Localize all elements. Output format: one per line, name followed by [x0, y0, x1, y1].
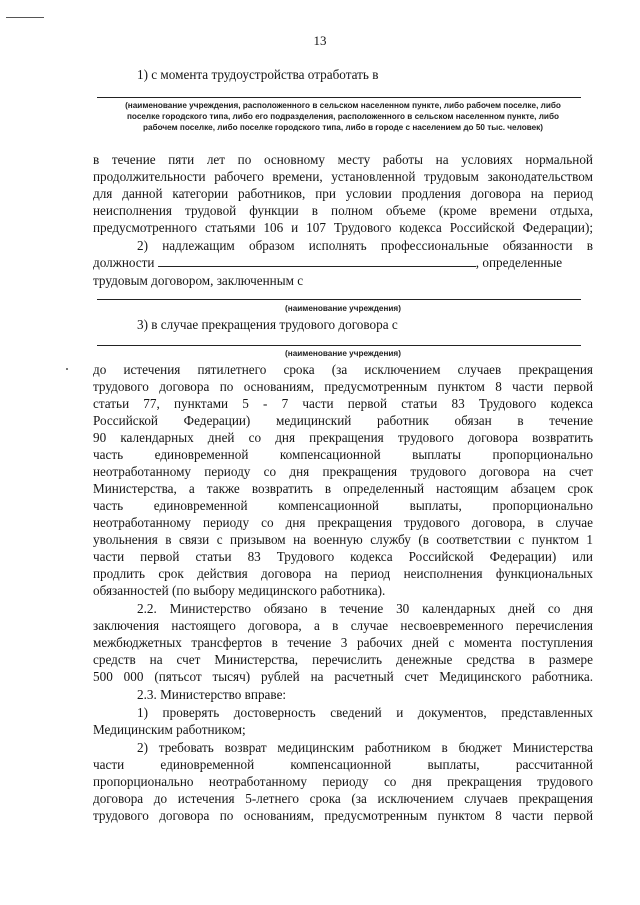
text-line: пропорционально неотработанному периоду со дня прекращения трудового — [93, 774, 593, 789]
clause-3-start: 3) в случае прекращения трудового договора с — [137, 317, 398, 332]
text-line: части единовременной компенсационной выплаты, рассчитанной — [93, 757, 593, 772]
text-line: часть единовременной компенсационной выплаты пропорционально — [93, 447, 593, 462]
text-line: для данной категории работников, при условии продления договора на период — [93, 186, 593, 201]
section-2-2-start: 2.2. Министерство обязано в течение 30 календарных дней со дня — [137, 601, 593, 616]
text-line: статьи 77, пунктами 5 - 7 части первой статьи 83 Трудового кодекса — [93, 396, 593, 411]
text-line: продлить срок действия договора на период неисполнения функциональных — [93, 566, 593, 581]
position-line — [93, 254, 593, 271]
clause-1-start: 1) с момента трудоустройства отработать в — [137, 67, 379, 82]
text-line: Российской Федерации) медицинский работник обязан в течение — [93, 413, 593, 428]
text-line: заключения настоящего договора, а в случае несвоевременного перечисления — [93, 618, 593, 633]
blank-line-institution-3 — [97, 345, 581, 346]
page-number: 13 — [313, 33, 327, 48]
text-line: Медицинским работником; — [93, 722, 246, 737]
scan-dot — [66, 368, 68, 370]
top-left-mark — [6, 17, 44, 18]
text-line: в течение пяти лет по основному месту работы на условиях нормальной — [93, 152, 593, 167]
text-line: неотработанному периоду со дня прекращения трудового договора на счет — [93, 464, 593, 479]
blank-line-institution-2 — [97, 299, 581, 300]
section-2-3-heading: 2.3. Министерство вправе: — [137, 687, 287, 702]
text-line: предусмотренного статьями 106 и 107 Трудового кодекса Российской Федерации); — [93, 220, 593, 235]
text-line: средств на счет Министерства, перечислить денежные средства в размере — [93, 652, 593, 667]
caption-institution-short: (наименование учреждения) — [285, 304, 401, 313]
caption-institution-3: рабочем поселке, либо поселке городского типа, либо в городе с населением до 50 тыс. человек) — [142, 123, 544, 132]
text-line: межбюджетных трансфертов в течение 3 рабочих дней с момента поступления — [93, 635, 593, 650]
text-line: трудового договора по основаниям, предусмотренным пунктом 8 части первой — [93, 808, 593, 823]
clause-2-start: 2) надлежащим образом исполнять профессиональные обязанности в — [137, 238, 593, 253]
text-line: Министерства, а также возвратить в определенный настоящим абзацем срок — [93, 481, 593, 496]
text-line: увольнения в связи с призывом на военную службу (в соответствии с пунктом 1 — [93, 532, 593, 547]
text-line: неотработанному периоду со дня прекращения трудового договора, в случае — [93, 515, 593, 530]
position-label: должности — [93, 255, 155, 270]
section-2-3-item-1: 1) проверять достоверность сведений и документов, представленных — [137, 705, 593, 720]
caption-institution-short-2: (наименование учреждения) — [285, 349, 401, 358]
caption-institution-2: поселке городского типа, либо его подразделения, расположенного в сельском населенном пункте, либо — [126, 112, 560, 121]
text-line: трудового договора по основаниям, предусмотренным пунктом 8 части первой — [93, 379, 593, 394]
caption-institution-1: (наименование учреждения, расположенного в сельском населенном пункте, либо рабочем поселке, либо — [125, 101, 561, 110]
section-2-3-item-2: 2) требовать возврат медицинским работником в бюджет Министерства — [137, 740, 593, 755]
position-blank — [158, 254, 476, 267]
text-line: трудовым договором, заключенным с — [93, 273, 304, 288]
text-line: неисполнения трудовой функции в полном объеме (кроме времени отдыха, — [93, 203, 593, 218]
text-line: до истечения пятилетнего срока (за исключением случаев прекращения — [93, 362, 593, 377]
text-line: 90 календарных дней со дня прекращения трудового договора возвратить — [93, 430, 593, 445]
text-line: продолжительности рабочего времени, установленной трудовым законодательством — [93, 169, 593, 184]
blank-line-institution — [97, 97, 581, 98]
text-line: 500 000 (пятьсот тысяч) рублей на расчетный счет Медицинского работника. — [93, 669, 593, 684]
text-line: части первой статьи 83 Трудового кодекса Российской Федерации) или — [93, 549, 593, 564]
text-line: часть единовременной компенсационной выплаты, пропорционально — [93, 498, 593, 513]
position-suffix: , определенные — [475, 255, 563, 270]
text-line: договора до истечения 5-летнего срока (за исключением случаев прекращения — [93, 791, 593, 806]
text-line: обязанностей (по выбору медицинского работника). — [93, 583, 386, 598]
